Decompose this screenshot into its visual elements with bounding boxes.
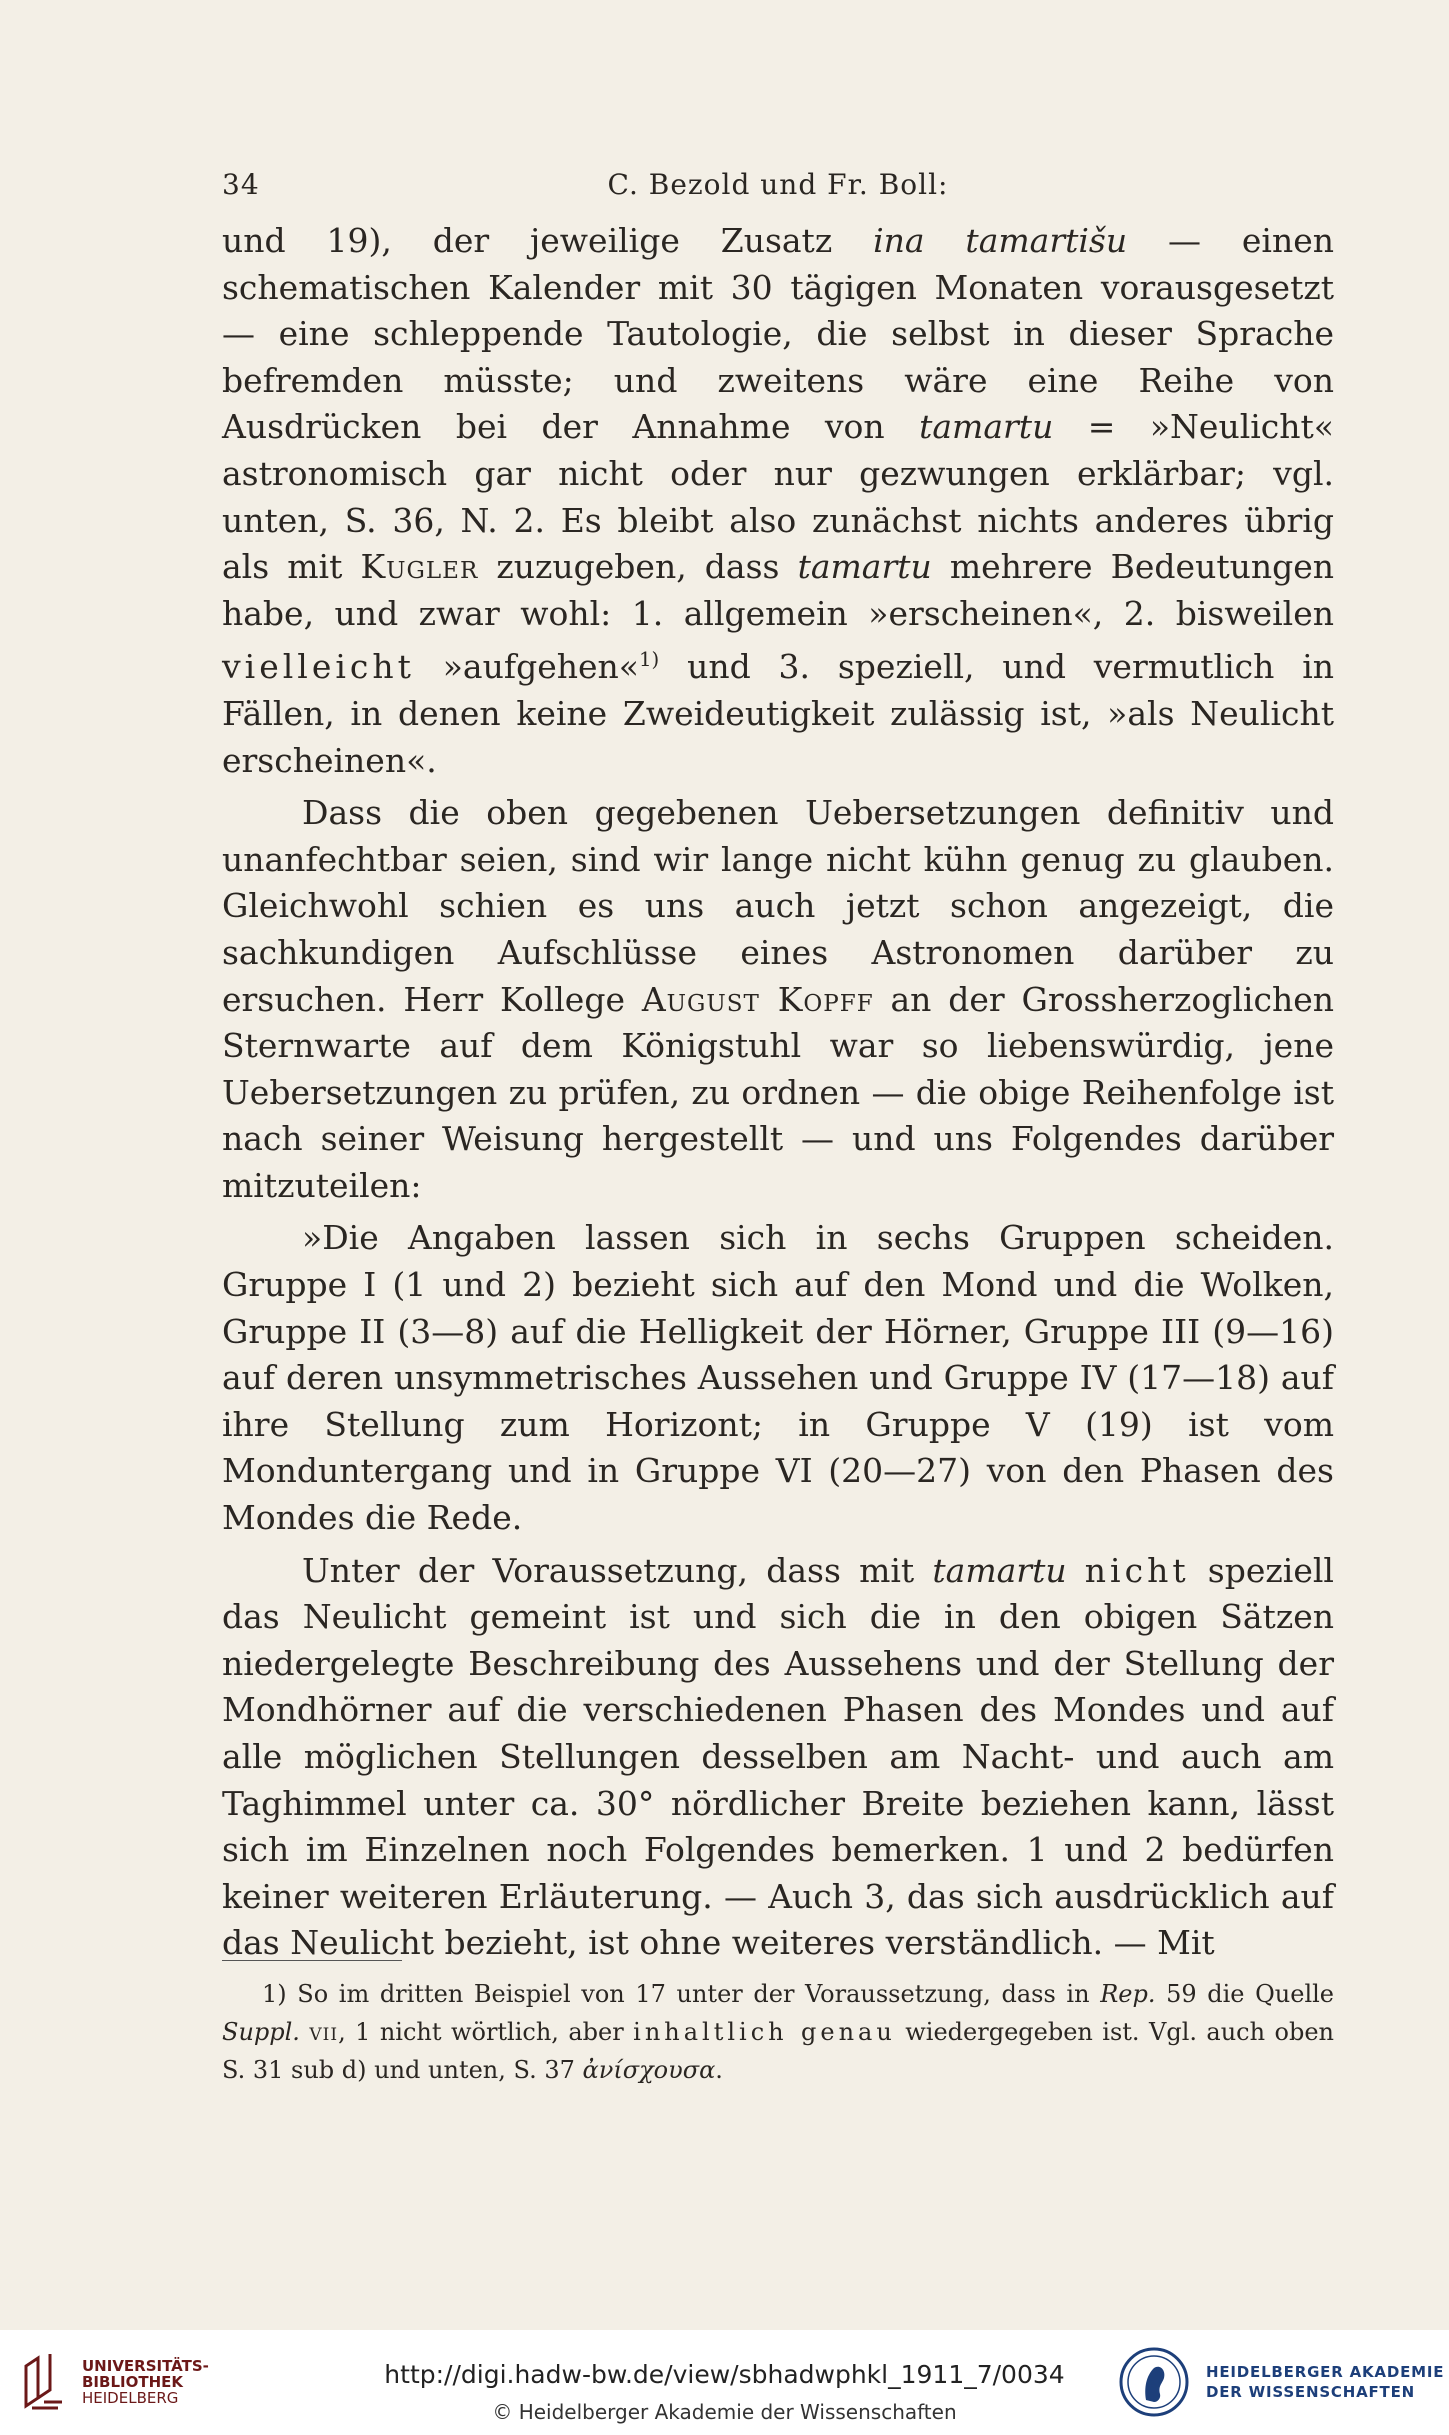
footnote-text-segment: Suppl.	[222, 2018, 300, 2046]
footnote-divider	[222, 1960, 402, 1961]
page-header	[222, 168, 1334, 218]
body-text-segment: Dass die oben gegebenen Uebersetzungen definitiv und unanfechtbar seien, sind wir lange nicht kühn genug zu glauben. Gleichwohl schien es uns auch jetzt schon angezeigt, die sachkundigen Aufschlüsse eines Astronomen darüber zu ersuchen. Herr Kollege	[222, 793, 1334, 1019]
academy-name: HEIDELBERGER AKADEMIE DER WISSENSCHAFTEN	[1206, 2363, 1445, 2401]
body-paragraph	[222, 218, 1334, 784]
footnote-text-segment: ἀνίσχουσα	[582, 2056, 716, 2084]
academy-seal-icon	[1118, 2344, 1190, 2420]
body-text-segment: und 19), der jeweilige Zusatz	[222, 221, 874, 260]
body-text-segment: mehrere Bedeutungen habe, und zwar wohl: 1. allgemein »erscheinen«, 2. bisweilen	[222, 547, 1335, 633]
body-text-segment: August Kopff	[641, 979, 874, 1019]
footnote-paragraph	[222, 1975, 1334, 2089]
body-text-segment: an der Grossherzoglichen Sternwarte auf dem Königstuhl war so liebenswürdig, jene Uebersetzungen zu prüfen, zu ordnen — die obige Reihenfolge ist nach seiner Weisung hergestellt — und uns Folgendes darüber mitzuteilen:	[222, 979, 1334, 1205]
body-text-segment: 1)	[638, 648, 660, 672]
body-text-segment: tamartu	[797, 547, 932, 587]
body-text-segment: vielleicht	[222, 647, 415, 687]
body-text-segment: »aufgehen«	[414, 647, 639, 687]
footnote-text-segment: 59 die Quelle	[1155, 1980, 1335, 2008]
footnote-text-segment: .	[715, 2056, 723, 2084]
footnote-text-segment	[300, 2018, 309, 2046]
body-paragraph	[222, 790, 1334, 1209]
body-text-segment: tamartu	[919, 407, 1054, 447]
body-text-segment: zuzugeben, dass	[478, 547, 798, 587]
body-text-segment: ina tamartišu	[873, 221, 1128, 260]
body-text-segment: Unter der Voraussetzung, dass mit	[302, 1550, 933, 1590]
body-text-segment: »Die Angaben lassen sich in sechs Gruppen scheiden. Gruppe I (1 und 2) bezieht sich auf den Mond und die Wolken, Gruppe II (3—8) auf die Helligkeit der Hörner, Gruppe III (9—16) auf deren unsymmetrisches Aussehen und Gruppe IV (17—18) auf ihre Stellung zum Horizont; in Gruppe V (19) ist vom Monduntergang und in Gruppe VI (20—27) von den Phasen des Mondes die Rede.	[222, 1218, 1334, 1538]
body-text	[222, 218, 1334, 1967]
document-url[interactable]: http://digi.hadw-bw.de/view/sbhadwphkl_1911_7/0034	[384, 2360, 1065, 2389]
page-number: 34	[222, 168, 260, 201]
body-text-segment: Kugler	[360, 547, 479, 587]
body-text-segment: speziell das Neulicht gemeint ist und sich die in den obigen Sätzen niedergelegte Beschreibung des Aussehens und der Stellung der Mondhörner auf die verschiedenen Phasen des Mondes und auf alle möglichen Stellungen desselben am Nacht- und auch am Taghimmel unter ca. 30° nördlicher Breite beziehen kann, lässt sich im Einzelnen noch Folgendes bemerken. 1 und 2 bedürfen keiner weiteren Erläuterung. — Auch 3, das sich ausdrücklich auf das Neulicht bezieht, ist ohne weiteres verständlich. — Mit	[222, 1550, 1334, 1963]
library-name: UNIVERSITÄTS- BIBLIOTHEK HEIDELBERG	[82, 2357, 209, 2407]
footnote-text-segment: Rep.	[1100, 1980, 1156, 2008]
footnote-text-segment: 1) So im dritten Beispiel von 17 unter der Voraussetzung, dass in	[262, 1980, 1101, 2008]
body-text-segment: und 3. speziell, und vermutlich in Fällen, in denen keine Zweideutigkeit zulässig ist, »als Neulicht erscheinen«.	[222, 647, 1335, 780]
body-text-segment: nicht	[1084, 1550, 1190, 1590]
body-text-segment: — einen schematischen Kalender mit 30 tägigen Monaten vorausgesetzt — eine schleppende Tautologie, die selbst in dieser Sprache befremden müsste; und zweitens wäre eine Reihe von Ausdrücken bei der Annahme von	[222, 221, 1334, 447]
body-text-segment: = »Neulicht« astronomisch gar nicht oder nur gezwungen erklärbar; vgl. unten, S. 36, N. 2. Es bleibt also zunächst nichts anderes übrig als mit	[222, 407, 1334, 587]
page-footer	[0, 2330, 1449, 2435]
running-title: C. Bezold und Fr. Boll:	[607, 168, 949, 201]
footnote-text-segment: wiedergegeben ist. Vgl. auch oben S. 31 sub d) und unten, S. 37	[222, 2018, 1334, 2084]
footnotes	[222, 1975, 1334, 2089]
copyright-notice: © Heidelberger Akademie der Wissenschaften	[492, 2400, 957, 2424]
footnote-text-segment: , 1 nicht wörtlich, aber	[338, 2018, 634, 2046]
body-text-segment	[1067, 1551, 1085, 1590]
body-paragraph	[222, 1548, 1334, 1967]
footnote-text-segment: inhaltlich genau	[633, 2018, 896, 2046]
footnote-text-segment: vii	[309, 2018, 339, 2046]
body-paragraph	[222, 1215, 1334, 1541]
body-text-segment: tamartu	[932, 1550, 1067, 1590]
